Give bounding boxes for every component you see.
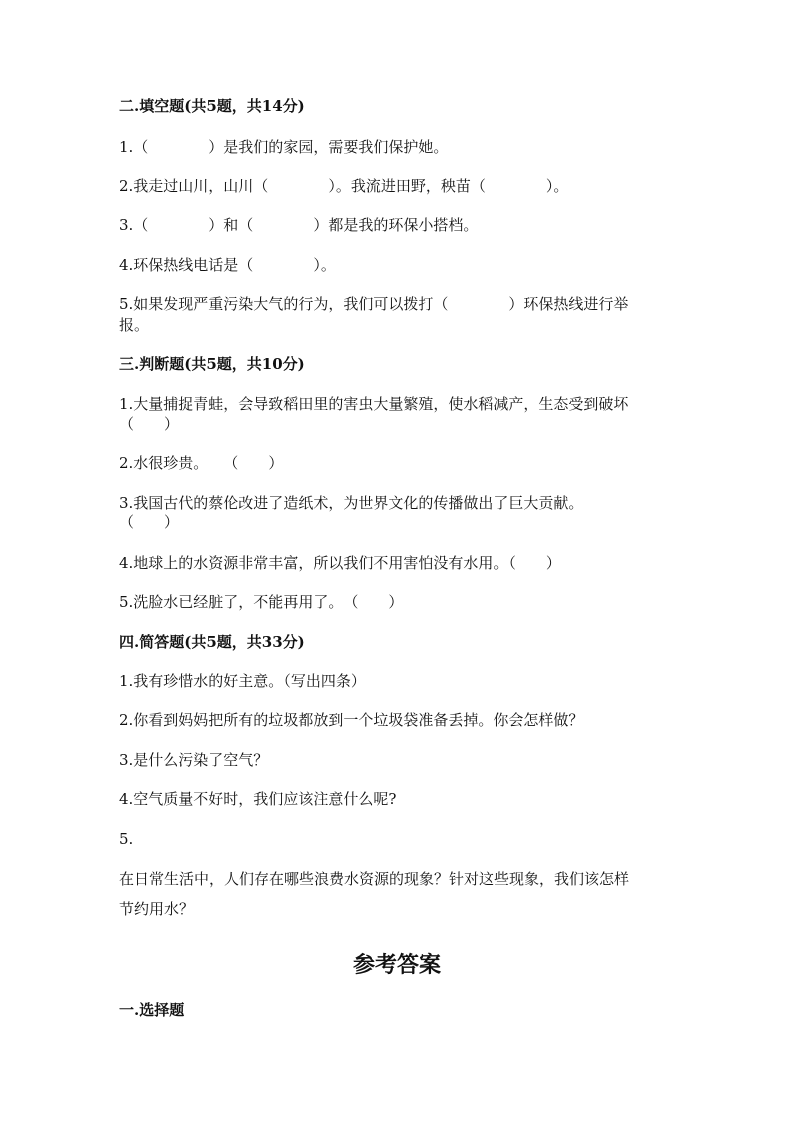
- fill-blank-question-1: 1.（ ）是我们的家园，需要我们保护她。: [119, 138, 449, 156]
- short-answer-question-1: 1.我有珍惜水的好主意。（写出四条）: [119, 672, 366, 690]
- short-answer-question-3: 3.是什么污染了空气？: [119, 751, 269, 769]
- fill-blank-question-2: 2.我走过山川，山川（ ）。我流进田野，秧苗（ ）。: [119, 177, 569, 195]
- fill-blank-question-4: 4.环保热线电话是（ ）。: [119, 256, 336, 274]
- short-answer-question-5: 在日常生活中，人们存在哪些浪费水资源的现象？针对这些现象，我们该怎样: [119, 870, 630, 888]
- section-3-heading: 三.判断题(共5题，共10分): [119, 355, 305, 373]
- section-2-heading: 二.填空题(共5题，共14分): [119, 97, 305, 115]
- fill-blank-question-5: 5.如果发现严重污染大气的行为，我们可以拨打（ ）环保热线进行举: [119, 295, 629, 313]
- short-answer-question-5-continued: 节约用水？: [119, 900, 195, 918]
- short-answer-question-2: 2.你看到妈妈把所有的垃圾都放到一个垃圾袋准备丢掉。你会怎样做？: [119, 711, 584, 729]
- true-false-question-5: 5.洗脸水已经脏了，不能再用了。 （ ）: [119, 593, 404, 611]
- true-false-question-2: 2.水很珍贵。 （ ）: [119, 454, 284, 472]
- section-4-heading: 四.简答题(共5题，共33分): [119, 633, 305, 651]
- fill-blank-question-5-continued: 报。: [119, 316, 150, 334]
- true-false-question-3: 3.我国古代的蔡伦改进了造纸术，为世界文化的传播做出了巨大贡献。: [119, 494, 584, 512]
- true-false-question-4: 4.地球上的水资源非常丰富，所以我们不用害怕没有水用。（ ）: [119, 554, 561, 572]
- true-false-question-3-parens: （ ）: [119, 513, 180, 531]
- answer-section-1-heading: 一.选择题: [119, 1001, 185, 1019]
- true-false-question-1: 1.大量捕捉青蛙，会导致稻田里的害虫大量繁殖，使水稻减产，生态受到破坏: [119, 395, 629, 413]
- fill-blank-question-3: 3.（ ）和（ ）都是我的环保小搭档。: [119, 216, 479, 234]
- short-answer-question-5-number: 5.: [119, 830, 134, 848]
- true-false-question-1-parens: （ ）: [119, 415, 180, 433]
- answer-key-title: 参考答案: [352, 952, 441, 978]
- short-answer-question-4: 4.空气质量不好时，我们应该注意什么呢?: [119, 790, 397, 808]
